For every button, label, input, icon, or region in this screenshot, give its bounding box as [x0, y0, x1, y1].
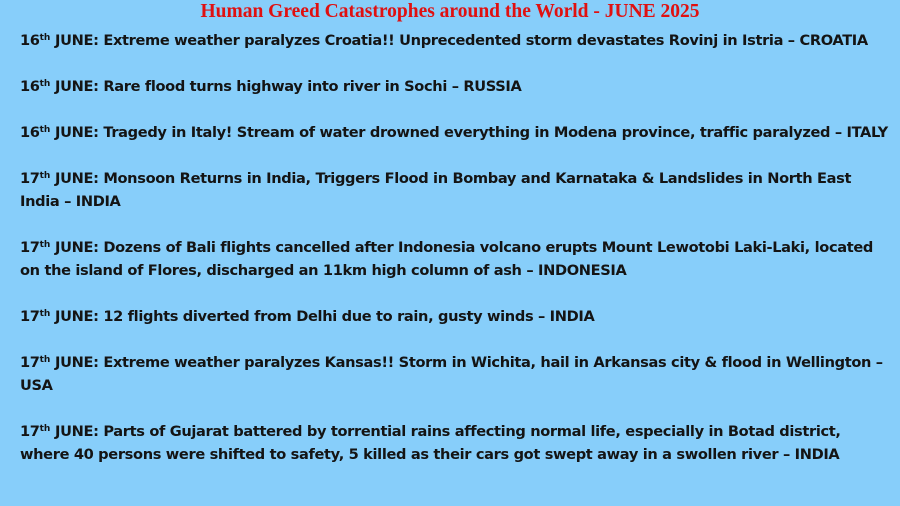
entry-text: JUNE: Monsoon Returns in India, Triggers Flood in Bombay and Karnataka & Landslides in North East India – INDIA [20, 170, 852, 210]
event-list [20, 29, 892, 466]
entry-day: 17 [20, 170, 40, 187]
entry-day: 17 [20, 239, 40, 256]
list-item [20, 121, 892, 144]
entry-day-suffix: th [39, 171, 51, 181]
list-item [20, 420, 892, 466]
entry-day: 16 [20, 124, 40, 141]
entry-text: JUNE: Tragedy in Italy! Stream of water drowned everything in Modena province, traffic paralyzed – ITALY [50, 124, 888, 141]
entry-day-suffix: th [39, 309, 51, 319]
entry-text: JUNE: Rare flood turns highway into river in Sochi – RUSSIA [50, 78, 522, 95]
list-item [20, 75, 892, 98]
entry-day: 17 [20, 423, 40, 440]
entry-text: JUNE: Extreme weather paralyzes Croatia!! Unprecedented storm devastates Rovinj in Istria – CROATIA [50, 32, 868, 49]
entry-day: 16 [20, 78, 40, 95]
entry-day: 16 [20, 32, 40, 49]
entry-day-suffix: th [39, 240, 51, 250]
entry-text: JUNE: Extreme weather paralyzes Kansas!! Storm in Wichita, hail in Arkansas city & flood in Wellington – USA [20, 354, 883, 394]
entry-day-suffix: th [39, 33, 51, 43]
list-item [20, 351, 892, 397]
entry-day: 17 [20, 308, 40, 325]
entry-day-suffix: th [39, 355, 51, 365]
entry-text: JUNE: Parts of Gujarat battered by torrential rains affecting normal life, especially in Botad district, where 40 persons were shifted to safety, 5 killed as their cars got swept away in a swollen river – INDIA [20, 423, 841, 463]
list-item [20, 305, 892, 328]
list-item [20, 167, 892, 213]
entry-day: 17 [20, 354, 40, 371]
list-item [20, 236, 892, 282]
page-title: Human Greed Catastrophes around the World - JUNE 2025 [200, 1, 700, 22]
entry-day-suffix: th [39, 424, 51, 434]
entry-day-suffix: th [39, 79, 51, 89]
entry-text: JUNE: Dozens of Bali flights cancelled after Indonesia volcano erupts Mount Lewotobi Laki-Laki, located on the island of Flores, discharged an 11km high column of ash – INDONESIA [20, 239, 874, 279]
entry-day-suffix: th [39, 125, 51, 135]
list-item [20, 29, 892, 52]
entry-text: JUNE: 12 flights diverted from Delhi due to rain, gusty winds – INDIA [50, 308, 595, 325]
